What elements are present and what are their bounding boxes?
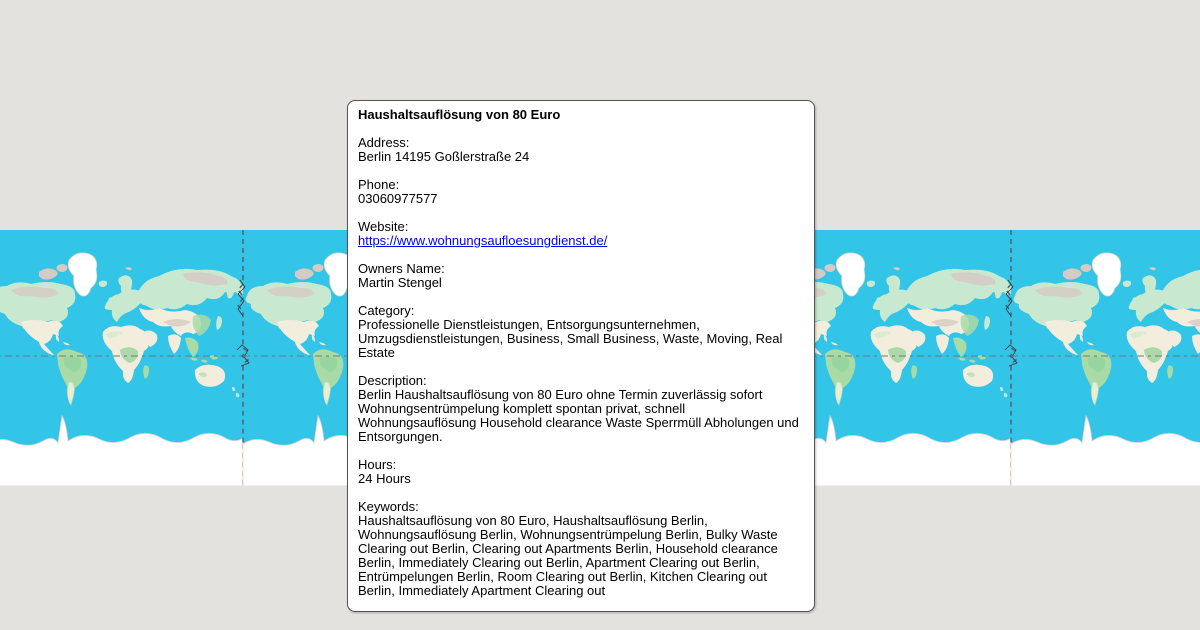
owners-name-value: Martin Stengel — [358, 275, 442, 290]
address-value: Berlin 14195 Goßlerstraße 24 — [358, 149, 530, 164]
field-website — [358, 220, 804, 248]
description-value: Berlin Haushaltsauflösung von 80 Euro ohne Termin zuverlässig sofort Wohnungsentrümpelung komplett spontan privat, schnell Wohnungsauflösung Household clearance Waste Sperrmüll Abholungen und Entsorgungen. — [358, 387, 803, 444]
hours-label: Hours: — [358, 457, 397, 472]
card-fields — [358, 136, 804, 598]
owners-name-label: Owners Name: — [358, 261, 445, 276]
field-owners-name — [358, 262, 804, 290]
field-description — [358, 374, 804, 444]
keywords-value: Haushaltsauflösung von 80 Euro, Haushaltsauflösung Berlin, Wohnungsauflösung Berlin, Wohnungsentrümpelung Berlin, Bulky Waste Clearing out Berlin, Clearing out Apartments Berlin, Household clearance Berlin, Immediately Clearing out Berlin, Apartment Clearing out Berlin, Entrümpelungen Berlin, Room Clearing out Berlin, Kitchen Clearing out Berlin, Immediately Apartment Clearing out — [358, 513, 782, 598]
category-value: Professionelle Dienstleistungen, Entsorgungsunternehmen, Umzugsdienstleistungen, Business, Small Business, Waste, Moving, Real Estate — [358, 317, 786, 360]
website-link[interactable]: https://www.wohnungsaufloesungdienst.de/ — [358, 233, 608, 248]
field-category — [358, 304, 804, 360]
field-phone — [358, 178, 804, 206]
field-address — [358, 136, 804, 164]
category-label: Category: — [358, 303, 415, 318]
website-label: Website: — [358, 219, 409, 234]
business-info-card — [347, 100, 815, 612]
phone-value: 03060977577 — [358, 191, 438, 206]
field-keywords — [358, 500, 804, 598]
description-label: Description: — [358, 373, 427, 388]
keywords-label: Keywords: — [358, 499, 419, 514]
card-title: Haushaltsauflösung von 80 Euro — [358, 107, 561, 122]
phone-label: Phone: — [358, 177, 400, 192]
field-hours — [358, 458, 804, 486]
address-label: Address: — [358, 135, 410, 150]
hours-value: 24 Hours — [358, 471, 411, 486]
